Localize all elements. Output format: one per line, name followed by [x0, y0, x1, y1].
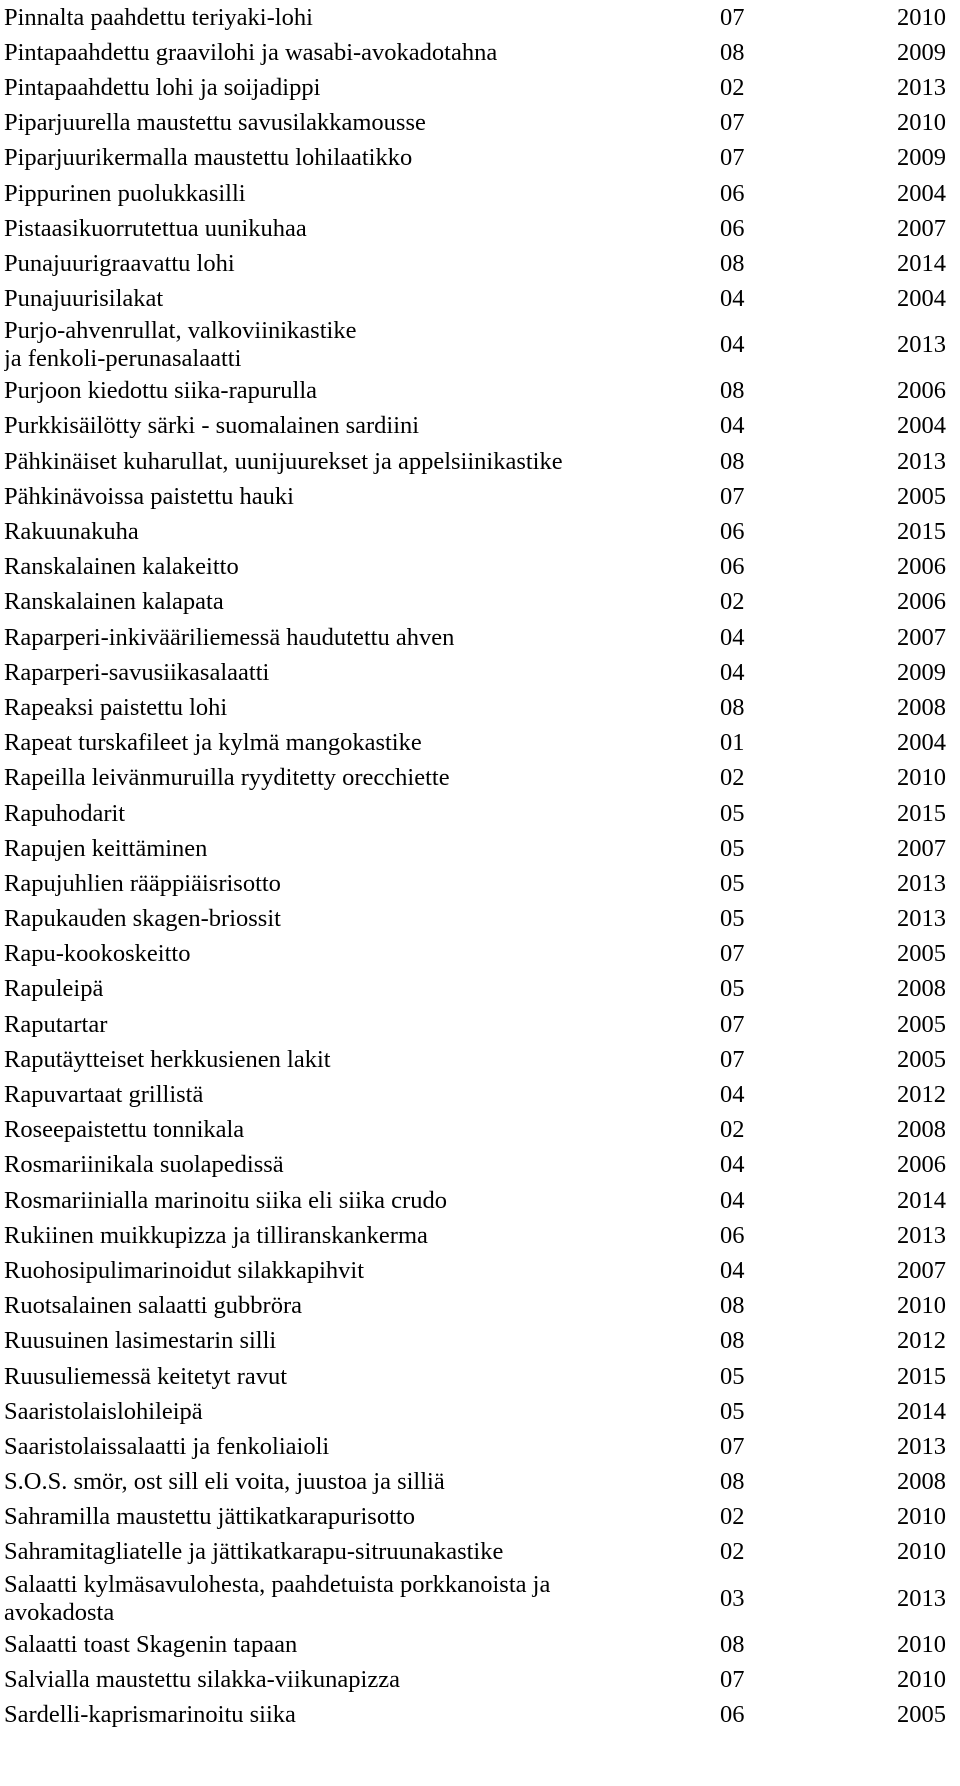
issue-year: 2012 [897, 1327, 946, 1355]
issue-year: 2006 [897, 588, 946, 616]
issue-number: 06 [720, 214, 745, 242]
table-row [4, 937, 954, 972]
issue-number: 04 [720, 1186, 745, 1214]
table-row [4, 1253, 954, 1288]
issue-number: 05 [720, 869, 745, 897]
table-row [4, 141, 954, 176]
issue-number: 05 [720, 1397, 745, 1425]
issue-year: 2006 [897, 553, 946, 581]
issue-number: 02 [720, 1538, 745, 1566]
recipe-name [4, 694, 720, 722]
recipe-name-line: Salvialla maustettu silakka-viikunapizza [4, 1665, 400, 1693]
issue-number: 05 [720, 799, 745, 827]
recipe-name [4, 1011, 720, 1039]
recipe-name [4, 377, 720, 405]
table-row [4, 1535, 954, 1570]
recipe-name-line: Rapeaksi paistettu lohi [4, 693, 228, 721]
issue-number: 04 [720, 331, 745, 359]
table-row [4, 1359, 954, 1394]
table-row [4, 0, 954, 35]
table-row [4, 514, 954, 549]
recipe-name [4, 588, 720, 616]
recipe-name [4, 1538, 720, 1566]
recipe-name-line: Salaatti toast Skagenin tapaan [4, 1630, 298, 1658]
recipe-name [4, 1666, 720, 1694]
table-row [4, 1697, 954, 1732]
issue-year: 2009 [897, 144, 946, 172]
issue-year: 2005 [897, 1701, 946, 1729]
recipe-name [4, 1222, 720, 1250]
issue-number: 02 [720, 1503, 745, 1531]
issue-year: 2013 [897, 447, 946, 475]
issue-number: 07 [720, 3, 745, 31]
issue-number: 04 [720, 623, 745, 651]
table-row [4, 479, 954, 514]
table-row [4, 1465, 954, 1500]
issue-year: 2013 [897, 905, 946, 933]
recipe-name [4, 1151, 720, 1179]
issue-number: 08 [720, 693, 745, 721]
recipe-name [4, 1116, 720, 1144]
issue-year: 2009 [897, 658, 946, 686]
issue-number: 08 [720, 1630, 745, 1658]
recipe-name [4, 74, 720, 102]
issue-year: 2013 [897, 1584, 946, 1612]
issue-number: 08 [720, 447, 745, 475]
issue-year: 2005 [897, 482, 946, 510]
recipe-name-line: S.O.S. smör, ost sill eli voita, juustoa ja silliä [4, 1468, 445, 1496]
table-row [4, 1042, 954, 1077]
issue-year: 2008 [897, 693, 946, 721]
issue-year: 2015 [897, 1362, 946, 1390]
issue-number: 06 [720, 1701, 745, 1729]
recipe-index-list [4, 0, 954, 1733]
recipe-name-line: Sahramitagliatelle ja jättikatkarapu-sitruunakastike [4, 1538, 504, 1566]
recipe-name [4, 729, 720, 757]
recipe-name [4, 317, 720, 373]
table-row [4, 902, 954, 937]
recipe-name [4, 215, 720, 243]
recipe-name-line: Pippurinen puolukkasilli [4, 179, 246, 207]
issue-year: 2007 [897, 834, 946, 862]
issue-year: 2004 [897, 412, 946, 440]
recipe-name [4, 483, 720, 511]
recipe-name-line: Ranskalainen kalapata [4, 588, 224, 616]
issue-number: 07 [720, 144, 745, 172]
issue-number: 04 [720, 285, 745, 313]
recipe-name-line: Piparjuurella maustettu savusilakkamousse [4, 109, 426, 137]
issue-number: 02 [720, 588, 745, 616]
issue-year: 2010 [897, 109, 946, 137]
table-row [4, 1627, 954, 1662]
recipe-name-line: Punajuurisilakat [4, 285, 164, 313]
issue-year: 2004 [897, 179, 946, 207]
issue-number: 02 [720, 73, 745, 101]
table-row [4, 317, 954, 374]
recipe-name-line: Rapujen keittäminen [4, 834, 208, 862]
recipe-name-line: Rapukauden skagen-briossit [4, 905, 281, 933]
recipe-name-line: Pistaasikuorrutettua uunikuhaa [4, 214, 307, 242]
table-row [4, 972, 954, 1007]
issue-number: 01 [720, 729, 745, 757]
recipe-name-line: Sahramilla maustettu jättikatkarapurisotto [4, 1503, 415, 1531]
issue-year: 2010 [897, 1538, 946, 1566]
recipe-name [4, 870, 720, 898]
table-row [4, 70, 954, 105]
recipe-name-line: Rapuvartaat grillistä [4, 1081, 204, 1109]
recipe-name-line: Rapeat turskafileet ja kylmä mangokastike [4, 729, 422, 757]
recipe-name [4, 659, 720, 687]
table-row [4, 1007, 954, 1042]
issue-year: 2007 [897, 1256, 946, 1284]
issue-number: 08 [720, 1468, 745, 1496]
recipe-name [4, 1081, 720, 1109]
issue-year: 2007 [897, 623, 946, 651]
table-row [4, 1289, 954, 1324]
table-row [4, 796, 954, 831]
recipe-name-line: Punajuurigraavattu lohi [4, 249, 235, 277]
issue-year: 2010 [897, 3, 946, 31]
issue-number: 08 [720, 377, 745, 405]
issue-year: 2005 [897, 1010, 946, 1038]
issue-number: 04 [720, 1151, 745, 1179]
table-row [4, 1662, 954, 1697]
recipe-name [4, 624, 720, 652]
issue-year: 2006 [897, 1151, 946, 1179]
issue-year: 2010 [897, 764, 946, 792]
recipe-name [4, 835, 720, 863]
table-row [4, 35, 954, 70]
table-row [4, 1218, 954, 1253]
recipe-name-line: Rapeilla leivänmuruilla ryyditetty orecchiette [4, 764, 450, 792]
issue-year: 2012 [897, 1081, 946, 1109]
table-row [4, 1500, 954, 1535]
issue-number: 04 [720, 1256, 745, 1284]
recipe-name [4, 250, 720, 278]
issue-year: 2015 [897, 518, 946, 546]
table-row [4, 620, 954, 655]
issue-year: 2013 [897, 1221, 946, 1249]
recipe-name [4, 940, 720, 968]
recipe-name-line: Raputartar [4, 1010, 108, 1038]
recipe-name [4, 285, 720, 313]
recipe-name [4, 1701, 720, 1729]
recipe-name-line: Pinnalta paahdettu teriyaki-lohi [4, 3, 313, 31]
recipe-name-line: Purkkisäilötty särki - suomalainen sardiini [4, 412, 420, 440]
recipe-name-line: Rapuhodarit [4, 799, 126, 827]
issue-number: 08 [720, 38, 745, 66]
issue-number: 07 [720, 1010, 745, 1038]
recipe-name [4, 1468, 720, 1496]
recipe-name [4, 975, 720, 1003]
issue-year: 2013 [897, 331, 946, 359]
issue-year: 2014 [897, 1186, 946, 1214]
recipe-name-line: Purjo-ahvenrullat, valkoviinikastike [4, 317, 357, 345]
issue-number: 06 [720, 179, 745, 207]
issue-year: 2008 [897, 1468, 946, 1496]
recipe-name [4, 1257, 720, 1285]
recipe-name-line: Rosmariinikala suolapedissä [4, 1151, 284, 1179]
issue-year: 2008 [897, 1116, 946, 1144]
table-row [4, 1429, 954, 1464]
issue-number: 02 [720, 1116, 745, 1144]
table-row [4, 374, 954, 409]
table-row [4, 585, 954, 620]
issue-year: 2010 [897, 1630, 946, 1658]
recipe-name-line: Ruohosipulimarinoidut silakkapihvit [4, 1256, 364, 1284]
table-row [4, 1324, 954, 1359]
recipe-name [4, 1327, 720, 1355]
recipe-name [4, 109, 720, 137]
recipe-name-line: Purjoon kiedottu siika-rapurulla [4, 377, 317, 405]
issue-number: 08 [720, 1327, 745, 1355]
issue-year: 2005 [897, 940, 946, 968]
recipe-name [4, 1292, 720, 1320]
issue-number: 05 [720, 975, 745, 1003]
issue-year: 2013 [897, 869, 946, 897]
recipe-name-line: Rapuleipä [4, 975, 104, 1003]
issue-number: 07 [720, 1665, 745, 1693]
recipe-name [4, 553, 720, 581]
issue-number: 07 [720, 1045, 745, 1073]
recipe-name-line: Sardelli-kaprismarinoitu siika [4, 1701, 296, 1729]
recipe-name [4, 39, 720, 67]
table-row [4, 690, 954, 725]
recipe-name-line: Saaristolaissalaatti ja fenkoliaioli [4, 1432, 330, 1460]
table-row [4, 550, 954, 585]
recipe-name [4, 4, 720, 32]
recipe-name [4, 800, 720, 828]
recipe-name-line: avokadosta [4, 1598, 115, 1626]
issue-number: 07 [720, 1432, 745, 1460]
issue-year: 2009 [897, 38, 946, 66]
recipe-name [4, 1503, 720, 1531]
recipe-name [4, 448, 720, 476]
table-row [4, 282, 954, 317]
recipe-name-line: Rapujuhlien rääppiäisrisotto [4, 869, 281, 897]
table-row [4, 1148, 954, 1183]
table-row [4, 1570, 954, 1627]
recipe-name [4, 144, 720, 172]
issue-number: 04 [720, 658, 745, 686]
table-row [4, 1113, 954, 1148]
recipe-name-line: Salaatti kylmäsavulohesta, paahdetuista porkkanoista ja [4, 1570, 551, 1598]
recipe-name-line: Ruusuinen lasimestarin silli [4, 1327, 277, 1355]
recipe-name-line: Raparperi-inkivääriliemessä haudutettu ahven [4, 623, 455, 651]
recipe-name-line: Piparjuurikermalla maustettu lohilaatikko [4, 144, 413, 172]
recipe-name [4, 1571, 720, 1627]
recipe-name-line: Saaristolaislohileipä [4, 1397, 203, 1425]
recipe-name-line: Pintapaahdettu graavilohi ja wasabi-avokadotahna [4, 38, 498, 66]
recipe-name-line: Pähkinävoissa paistettu hauki [4, 482, 294, 510]
recipe-name-line: Pintapaahdettu lohi ja soijadippi [4, 73, 321, 101]
table-row [4, 246, 954, 281]
recipe-name-line: Rosmariinialla marinoitu siika eli siika crudo [4, 1186, 447, 1214]
recipe-name [4, 180, 720, 208]
issue-year: 2010 [897, 1292, 946, 1320]
issue-number: 06 [720, 553, 745, 581]
recipe-name-line: Ruotsalainen salaatti gubbröra [4, 1292, 302, 1320]
recipe-name-line: Pähkinäiset kuharullat, uunijuurekset ja appelsiinikastike [4, 447, 563, 475]
issue-number: 05 [720, 905, 745, 933]
recipe-name-line: Raputäytteiset herkkusienen lakit [4, 1045, 331, 1073]
issue-year: 2015 [897, 799, 946, 827]
issue-number: 02 [720, 764, 745, 792]
issue-number: 03 [720, 1584, 745, 1612]
issue-number: 04 [720, 1081, 745, 1109]
issue-year: 2010 [897, 1503, 946, 1531]
table-row [4, 409, 954, 444]
recipe-name-line: Rakuunakuha [4, 518, 139, 546]
issue-number: 05 [720, 1362, 745, 1390]
table-row [4, 1394, 954, 1429]
recipe-name-line: Raparperi-savusiikasalaatti [4, 658, 270, 686]
issue-year: 2008 [897, 975, 946, 1003]
recipe-name [4, 518, 720, 546]
issue-number: 08 [720, 249, 745, 277]
recipe-name [4, 1187, 720, 1215]
recipe-name-line: Roseepaistettu tonnikala [4, 1116, 245, 1144]
recipe-name-line: Rukiinen muikkupizza ja tilliranskankerma [4, 1221, 428, 1249]
issue-number: 06 [720, 1221, 745, 1249]
table-row [4, 726, 954, 761]
issue-number: 07 [720, 109, 745, 137]
issue-number: 07 [720, 940, 745, 968]
recipe-name [4, 1433, 720, 1461]
table-row [4, 655, 954, 690]
issue-year: 2013 [897, 73, 946, 101]
issue-number: 08 [720, 1292, 745, 1320]
recipe-name-line: Ruusuliemessä keitetyt ravut [4, 1362, 288, 1390]
recipe-name-line: ja fenkoli-perunasalaatti [4, 345, 242, 373]
issue-year: 2010 [897, 1665, 946, 1693]
table-row [4, 106, 954, 141]
issue-year: 2014 [897, 249, 946, 277]
recipe-name [4, 764, 720, 792]
recipe-name [4, 1046, 720, 1074]
table-row [4, 866, 954, 901]
issue-number: 07 [720, 482, 745, 510]
issue-year: 2013 [897, 1432, 946, 1460]
issue-number: 06 [720, 518, 745, 546]
recipe-name [4, 1398, 720, 1426]
issue-year: 2005 [897, 1045, 946, 1073]
table-row [4, 761, 954, 796]
table-row [4, 1183, 954, 1218]
issue-year: 2004 [897, 729, 946, 757]
table-row [4, 1077, 954, 1112]
issue-year: 2006 [897, 377, 946, 405]
table-row [4, 211, 954, 246]
recipe-name-line: Rapu-kookoskeitto [4, 940, 191, 968]
table-row [4, 176, 954, 211]
issue-year: 2014 [897, 1397, 946, 1425]
recipe-name [4, 412, 720, 440]
issue-year: 2004 [897, 285, 946, 313]
recipe-name [4, 905, 720, 933]
table-row [4, 444, 954, 479]
recipe-name [4, 1631, 720, 1659]
issue-number: 04 [720, 412, 745, 440]
issue-year: 2007 [897, 214, 946, 242]
recipe-name-line: Ranskalainen kalakeitto [4, 553, 239, 581]
table-row [4, 831, 954, 866]
recipe-name [4, 1363, 720, 1391]
issue-number: 05 [720, 834, 745, 862]
